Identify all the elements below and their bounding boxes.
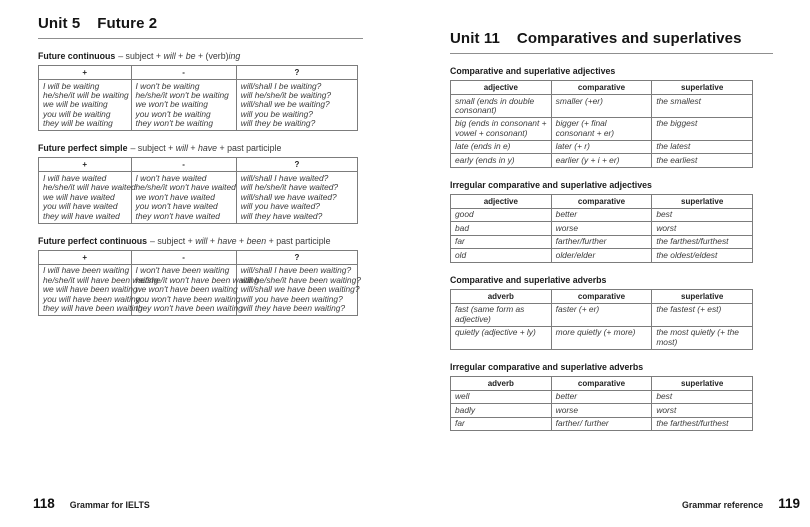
section-title-text: Future perfect continuous <box>38 235 147 246</box>
table-row <box>451 117 753 140</box>
column-header: superlative <box>652 376 753 390</box>
paradigm-line: will you have been waiting? <box>240 293 343 304</box>
table-cell: good <box>451 208 552 221</box>
table-header-row <box>451 376 753 390</box>
table-row <box>451 140 753 153</box>
paradigm-line: will/shall I have waited? <box>240 172 329 183</box>
paradigm-line: will/shall I be waiting? <box>240 80 322 91</box>
table-cell: the farthest/furthest <box>652 417 753 430</box>
table-cell: fast (same form as adjective) <box>451 303 552 326</box>
formula-segment: will <box>175 143 188 154</box>
paradigm-line: they won't have been waiting <box>135 303 243 314</box>
grammar-table <box>38 157 358 223</box>
paradigm-line: I will be waiting <box>43 80 100 91</box>
grammar-section <box>38 51 363 131</box>
grammar-section <box>450 66 773 168</box>
table-header-row <box>39 158 358 172</box>
paradigm-line: will you be waiting? <box>240 108 313 119</box>
table-cell: better <box>551 390 652 403</box>
table-header-row <box>39 250 358 264</box>
formula-segment: have <box>197 143 218 154</box>
table-cell: the most quietly (+ the most) <box>652 326 753 349</box>
table-cell: the biggest <box>652 117 753 140</box>
formula-segment: + (verb) <box>195 51 229 61</box>
formula-segment: will <box>163 51 176 61</box>
column-header: + <box>39 66 132 80</box>
column-header: superlative <box>652 81 753 95</box>
table-cell: far <box>451 417 552 430</box>
table-cell: worst <box>652 404 753 417</box>
section-title <box>450 362 773 372</box>
heading-rule <box>450 53 773 54</box>
table-cell: the earliest <box>652 154 753 167</box>
table-cell: the fastest (+ est) <box>652 303 753 326</box>
paradigm-line: will he/she/it have waited? <box>240 182 339 193</box>
paradigm-cell <box>236 264 361 315</box>
table-row <box>451 208 753 221</box>
grammar-table <box>450 376 753 431</box>
paradigm-line: will/shall I have been waiting? <box>240 265 352 276</box>
unit-title: Future 2 <box>97 15 158 32</box>
grammar-section <box>38 143 363 223</box>
table-cell: bigger (+ final consonant + er) <box>551 117 652 140</box>
paradigm-row <box>39 80 358 131</box>
paradigm-row <box>39 172 358 223</box>
grammar-table <box>450 194 753 263</box>
table-cell: quietly (adjective + ly) <box>451 326 552 349</box>
paradigm-line: they won't be waiting <box>135 118 213 129</box>
page-number: 118 <box>33 496 55 511</box>
column-header: comparative <box>551 376 652 390</box>
formula-segment: will <box>195 235 208 246</box>
table-cell: farther/further <box>551 235 652 248</box>
paradigm-line: we won't have been waiting <box>135 284 238 295</box>
table-header-row <box>39 66 358 80</box>
table-cell: big (ends in consonant + vowel + consonant) <box>451 117 552 140</box>
formula-segment: be <box>185 51 196 61</box>
section-title <box>450 275 773 285</box>
table-cell: best <box>652 208 753 221</box>
paradigm-cell <box>39 172 136 223</box>
table-header-row <box>451 81 753 95</box>
section-title <box>38 143 363 153</box>
table-cell: farther/ further <box>551 417 652 430</box>
paradigm-line: will/shall we have waited? <box>240 191 337 202</box>
footer-label: Grammar reference <box>682 500 764 510</box>
table-cell: worse <box>551 404 652 417</box>
page-right <box>450 30 773 431</box>
paradigm-cell <box>39 80 132 131</box>
formula-segment: + past participle <box>266 235 331 246</box>
paradigm-line: will/shall we have been waiting? <box>240 284 360 295</box>
grammar-section <box>450 180 773 263</box>
table-header-row <box>451 289 753 303</box>
paradigm-line: you won't be waiting <box>135 108 211 119</box>
paradigm-line: he/she/it will have been waiting <box>43 274 159 285</box>
formula-segment: + past participle <box>217 143 282 154</box>
paradigm-line: they will have waited <box>43 210 120 221</box>
column-header: ? <box>236 250 357 264</box>
page-left <box>38 15 363 316</box>
paradigm-line: I won't be waiting <box>135 80 200 91</box>
column-header: ? <box>236 158 357 172</box>
paradigm-line: I won't have waited <box>135 172 207 183</box>
paradigm-cell <box>236 172 357 223</box>
table-cell: earlier (y + i + er) <box>551 154 652 167</box>
formula-segment: been <box>246 235 267 246</box>
formula-segment: – subject + <box>130 143 176 154</box>
footer-left <box>33 496 150 511</box>
table-row <box>451 249 753 262</box>
column-header: comparative <box>551 194 652 208</box>
grammar-table <box>450 80 753 168</box>
paradigm-line: will/shall we be waiting? <box>240 99 330 110</box>
paradigm-line: you won't have waited <box>135 201 218 212</box>
column-header: ? <box>236 66 357 80</box>
table-cell: the latest <box>652 140 753 153</box>
table-cell: worst <box>652 222 753 235</box>
table-row <box>451 417 753 430</box>
paradigm-line: he/she/it won't have been waiting <box>135 274 259 285</box>
table-cell: badly <box>451 404 552 417</box>
paradigm-cell <box>131 172 236 223</box>
unit-title: Comparatives and superlatives <box>516 30 742 47</box>
column-header: - <box>131 66 236 80</box>
paradigm-cell <box>131 264 259 315</box>
paradigm-line: will you have waited? <box>240 201 320 212</box>
paradigm-line: I will have been waiting <box>43 265 130 276</box>
formula-segment: + <box>175 51 186 61</box>
column-header: adverb <box>451 376 552 390</box>
column-header: superlative <box>652 289 753 303</box>
section-formula <box>130 143 281 153</box>
footer-right <box>682 496 800 511</box>
grammar-table <box>38 65 358 131</box>
paradigm-line: he/she/it will have waited <box>43 182 136 193</box>
unit-heading <box>450 30 773 47</box>
unit-heading <box>38 15 363 32</box>
formula-segment: have <box>217 235 237 246</box>
section-title-text: Comparative and superlative adverbs <box>450 274 607 285</box>
paradigm-line: you won't have been waiting <box>135 293 241 304</box>
paradigm-line: he/she/it will be waiting <box>43 89 129 100</box>
column-header: superlative <box>652 194 753 208</box>
column-header: adjective <box>451 81 552 95</box>
paradigm-line: will they have been waiting? <box>240 303 346 314</box>
formula-segment: – subject + <box>150 235 196 246</box>
table-cell: far <box>451 235 552 248</box>
table-row <box>451 390 753 403</box>
paradigm-line: they will be waiting <box>43 118 113 129</box>
paradigm-row <box>39 264 358 315</box>
paradigm-cell <box>236 80 357 131</box>
table-cell: the farthest/furthest <box>652 235 753 248</box>
paradigm-line: they will have been waiting <box>43 303 143 314</box>
section-formula <box>150 236 331 246</box>
table-cell: the oldest/eldest <box>652 249 753 262</box>
table-row <box>451 154 753 167</box>
paradigm-line: will he/she/it be waiting? <box>240 89 332 100</box>
table-cell: older/elder <box>551 249 652 262</box>
table-cell: better <box>551 208 652 221</box>
table-header-row <box>451 194 753 208</box>
section-title <box>450 180 773 190</box>
grammar-section <box>38 236 363 316</box>
formula-segment: + <box>187 143 198 154</box>
paradigm-line: we will be waiting <box>43 99 108 110</box>
grammar-table <box>38 250 361 316</box>
paradigm-line: I won't have been waiting <box>135 265 230 276</box>
table-cell: later (+ r) <box>551 140 652 153</box>
column-header: - <box>131 250 236 264</box>
section-title <box>38 236 363 246</box>
paradigm-line: we won't be waiting <box>135 99 208 110</box>
table-cell: small (ends in double consonant) <box>451 95 552 118</box>
formula-segment: – subject + <box>118 51 164 61</box>
paradigm-line: he/she/it won't have waited <box>135 182 236 193</box>
unit-label: Unit 11 <box>450 30 500 47</box>
table-cell: bad <box>451 222 552 235</box>
table-cell: well <box>451 390 552 403</box>
grammar-table <box>450 289 753 350</box>
grammar-section <box>450 275 773 350</box>
column-header: adjective <box>451 194 552 208</box>
column-header: comparative <box>551 81 652 95</box>
paradigm-line: he/she/it won't be waiting <box>135 89 229 100</box>
paradigm-line: they won't have waited <box>135 210 220 221</box>
paradigm-line: I will have waited <box>43 172 107 183</box>
table-cell: best <box>652 390 753 403</box>
table-row <box>451 303 753 326</box>
table-cell: early (ends in y) <box>451 154 552 167</box>
paradigm-line: we will have been waiting <box>43 284 138 295</box>
unit-label: Unit 5 <box>38 15 81 32</box>
footer-label: Grammar for IELTS <box>69 500 150 510</box>
table-cell: late (ends in e) <box>451 140 552 153</box>
column-header: adverb <box>451 289 552 303</box>
table-row <box>451 235 753 248</box>
paradigm-line: we will have waited <box>43 191 115 202</box>
paradigm-line: will he/she/it have been waiting? <box>240 274 361 285</box>
column-header: - <box>131 158 236 172</box>
paradigm-line: will they be waiting? <box>240 118 316 129</box>
column-header: comparative <box>551 289 652 303</box>
paradigm-line: will they have waited? <box>240 210 323 221</box>
sections-container <box>38 51 363 316</box>
paradigm-line: we won't have waited <box>135 191 215 202</box>
section-title-text: Future perfect simple <box>38 143 128 154</box>
formula-segment: + <box>207 235 218 246</box>
column-header: + <box>39 250 132 264</box>
section-title-text: Comparative and superlative adjectives <box>450 66 616 76</box>
table-row <box>451 222 753 235</box>
table-cell: the smallest <box>652 95 753 118</box>
paradigm-line: you will be waiting <box>43 108 111 119</box>
sections-container <box>450 66 773 431</box>
table-cell: worse <box>551 222 652 235</box>
paradigm-cell <box>39 264 159 315</box>
section-title-text: Irregular comparative and superlative adverbs <box>450 361 644 372</box>
heading-rule <box>38 38 363 39</box>
formula-segment: + <box>236 235 247 246</box>
column-header: + <box>39 158 132 172</box>
section-title-text: Future continuous <box>38 51 116 61</box>
table-row <box>451 404 753 417</box>
table-row <box>451 95 753 118</box>
section-title-text: Irregular comparative and superlative adjectives <box>450 179 652 190</box>
page-number: 119 <box>778 496 800 511</box>
section-formula <box>118 51 240 61</box>
section-title <box>38 51 363 61</box>
paradigm-line: you will have waited <box>43 201 118 212</box>
table-cell: smaller (+er) <box>551 95 652 118</box>
section-title <box>450 66 773 76</box>
table-cell: more quietly (+ more) <box>551 326 652 349</box>
grammar-section <box>450 362 773 431</box>
table-cell: faster (+ er) <box>551 303 652 326</box>
table-row <box>451 326 753 349</box>
paradigm-cell <box>131 80 236 131</box>
table-cell: old <box>451 249 552 262</box>
formula-segment: ing <box>228 51 241 61</box>
paradigm-line: you will have been waiting <box>43 293 141 304</box>
